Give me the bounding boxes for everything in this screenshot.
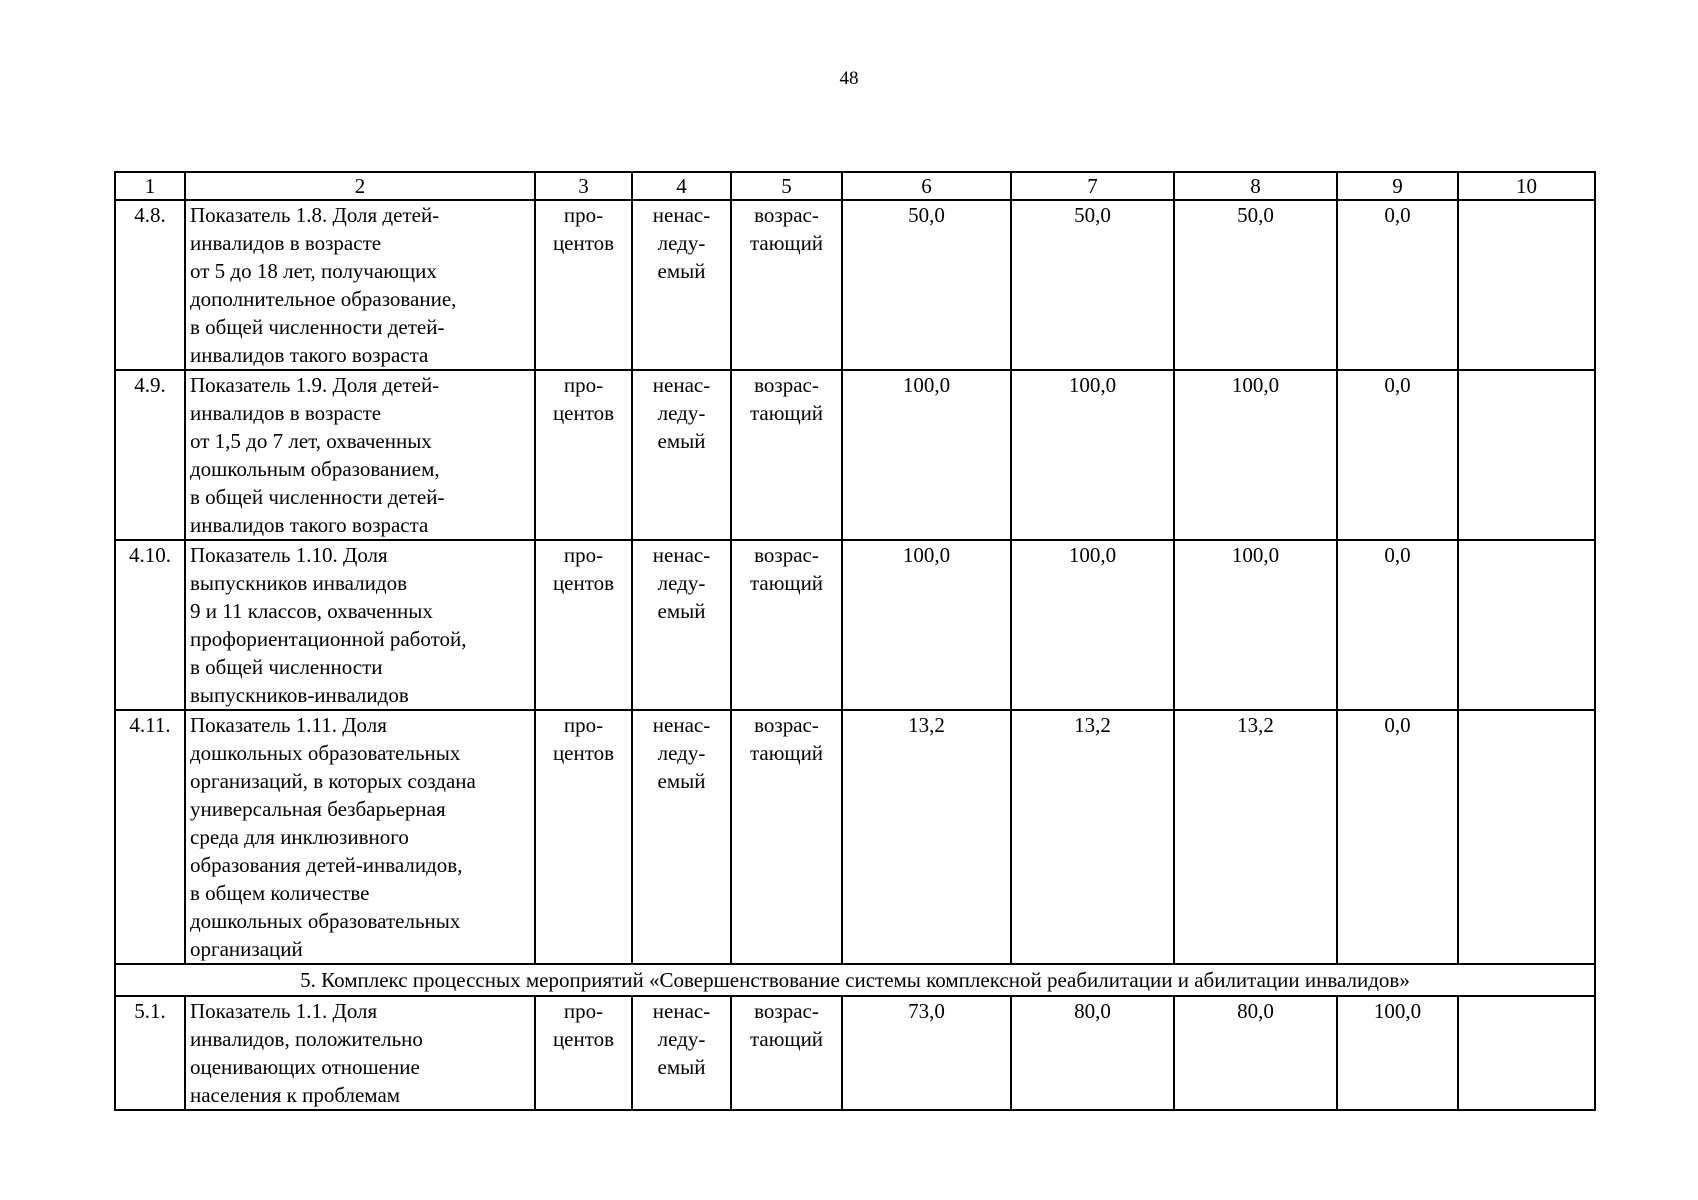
indicator-name: Показатель 1.8. Доля детей- инвалидов в возрасте от 5 до 18 лет, получающих дополнительное образование, в общей численности детей- инвалидов такого возраста [185,200,535,370]
section-title: 5. Комплекс процессных мероприятий «Совершенствование системы комплексной реабилитации и абилитации инвалидов» [115,964,1595,996]
indicator-type-cell: ненас- леду- емый [632,200,731,370]
row-number: 4.10. [115,540,185,710]
trend-cell: возрас- тающий [731,540,842,710]
value-col9: 100,0 [1337,996,1458,1110]
column-number-header: 4 [632,172,731,200]
value-col10 [1458,996,1595,1110]
indicator-name: Показатель 1.1. Доля инвалидов, положительно оценивающих отношение населения к проблемам [185,996,535,1110]
value-col9: 0,0 [1337,540,1458,710]
value-col7: 100,0 [1011,540,1174,710]
unit-cell: про- центов [535,540,632,710]
indicator-name: Показатель 1.11. Доля дошкольных образовательных организаций, в которых создана универсальная безбарьерная среда для инклюзивного образования детей-инвалидов, в общем количестве дошкольных образовательных организаций [185,710,535,964]
unit-cell: про- центов [535,370,632,540]
value-col9: 0,0 [1337,370,1458,540]
value-col10 [1458,200,1595,370]
value-col9: 0,0 [1337,710,1458,964]
unit-cell: про- центов [535,710,632,964]
column-number-header: 10 [1458,172,1595,200]
column-number-header: 1 [115,172,185,200]
value-col8: 13,2 [1174,710,1337,964]
value-col7: 80,0 [1011,996,1174,1110]
unit-cell: про- центов [535,200,632,370]
row-number: 5.1. [115,996,185,1110]
indicator-name: Показатель 1.10. Доля выпускников инвалидов 9 и 11 классов, охваченных профориентационной работой, в общей численности выпускников-инвалидов [185,540,535,710]
column-number-header: 8 [1174,172,1337,200]
trend-cell: возрас- тающий [731,370,842,540]
value-col6: 100,0 [842,540,1011,710]
value-col8: 100,0 [1174,540,1337,710]
value-col10 [1458,540,1595,710]
trend-cell: возрас- тающий [731,996,842,1110]
table-row [115,370,1595,540]
column-number-row [115,172,1595,200]
indicator-type-cell: ненас- леду- емый [632,710,731,964]
indicator-name: Показатель 1.9. Доля детей- инвалидов в возрасте от 1,5 до 7 лет, охваченных дошкольным образованием, в общей численности детей- инвалидов такого возраста [185,370,535,540]
indicator-type-cell: ненас- леду- емый [632,996,731,1110]
value-col6: 73,0 [842,996,1011,1110]
indicators-table [114,171,1596,1111]
column-number-header: 5 [731,172,842,200]
indicator-type-cell: ненас- леду- емый [632,540,731,710]
value-col8: 50,0 [1174,200,1337,370]
column-number-header: 6 [842,172,1011,200]
indicator-type-cell: ненас- леду- емый [632,370,731,540]
value-col6: 100,0 [842,370,1011,540]
row-number: 4.8. [115,200,185,370]
trend-cell: возрас- тающий [731,710,842,964]
trend-cell: возрас- тающий [731,200,842,370]
column-number-header: 9 [1337,172,1458,200]
value-col7: 100,0 [1011,370,1174,540]
value-col10 [1458,370,1595,540]
value-col8: 100,0 [1174,370,1337,540]
row-number: 4.11. [115,710,185,964]
value-col6: 50,0 [842,200,1011,370]
column-number-header: 2 [185,172,535,200]
table-row [115,710,1595,964]
value-col6: 13,2 [842,710,1011,964]
value-col7: 13,2 [1011,710,1174,964]
table-row [115,996,1595,1110]
section-row [115,964,1595,996]
value-col7: 50,0 [1011,200,1174,370]
column-number-header: 3 [535,172,632,200]
table-row [115,200,1595,370]
unit-cell: про- центов [535,996,632,1110]
value-col9: 0,0 [1337,200,1458,370]
value-col10 [1458,710,1595,964]
value-col8: 80,0 [1174,996,1337,1110]
row-number: 4.9. [115,370,185,540]
page-number: 48 [839,68,859,89]
table-row [115,540,1595,710]
column-number-header: 7 [1011,172,1174,200]
